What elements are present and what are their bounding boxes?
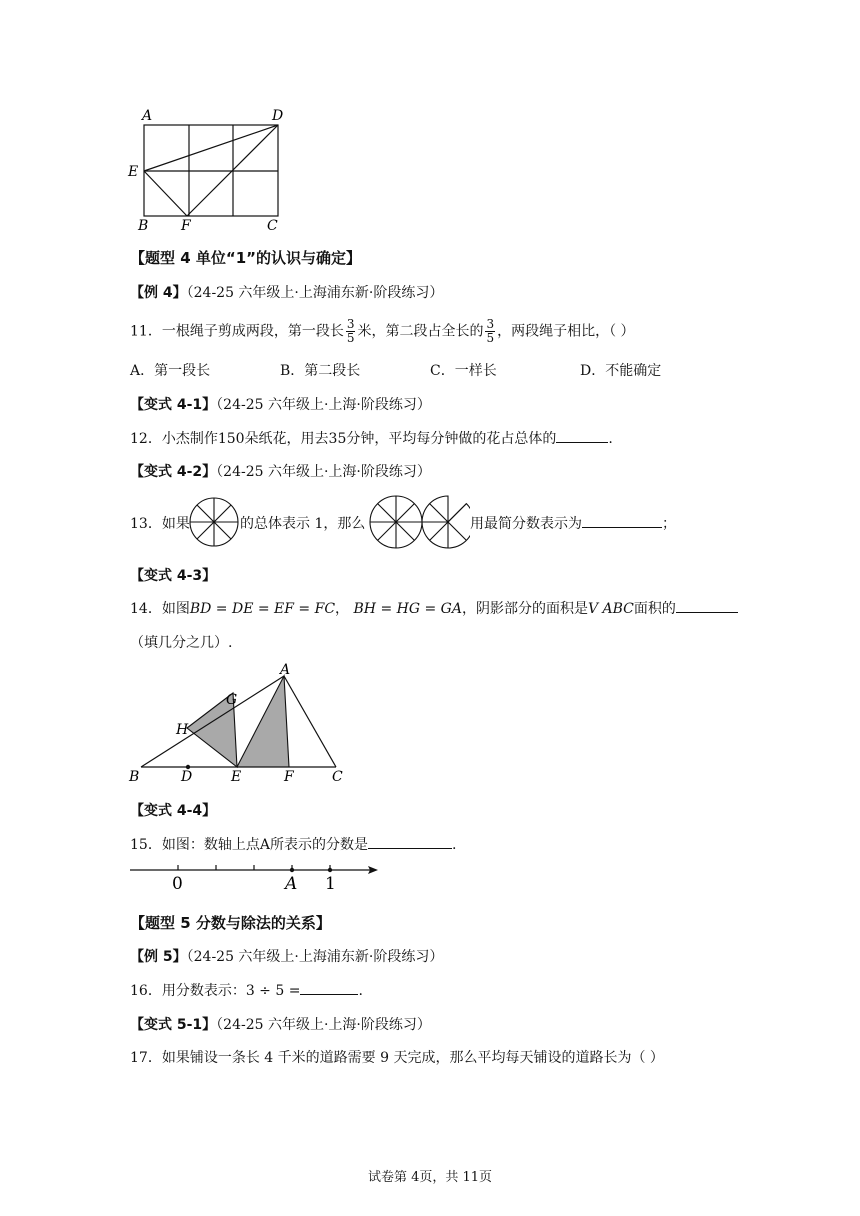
variant-5-1-source: （24-25 六年级上·上海·阶段练习） bbox=[216, 1017, 431, 1033]
example-5-tag bbox=[130, 946, 443, 966]
q11-fraction-1 bbox=[346, 318, 356, 345]
q11-text-b: 米，第二段占全长的 bbox=[357, 323, 484, 340]
q11-option-c: C．一样长 bbox=[430, 363, 497, 379]
q11-option-a: A．第一段长 bbox=[130, 363, 211, 379]
tri-label-c: C bbox=[332, 769, 343, 785]
q15-end: . bbox=[451, 837, 457, 853]
variant-5-1-tag bbox=[130, 1014, 431, 1034]
q16-answer-blank[interactable] bbox=[300, 980, 358, 995]
numline-label-zero: 0 bbox=[172, 874, 183, 894]
numline-label-one: 1 bbox=[325, 874, 336, 894]
q13-circle-whole bbox=[188, 496, 240, 548]
q14-answer-blank[interactable] bbox=[676, 598, 738, 613]
question-17 bbox=[130, 1047, 664, 1067]
example-4-source: （24-25 六年级上·上海浦东新·阶段练习） bbox=[186, 285, 444, 301]
q11-frac2-num: 3 bbox=[486, 317, 495, 331]
label-f: F bbox=[181, 218, 191, 234]
q11-number: 11． bbox=[130, 323, 162, 340]
q15-number: 15． bbox=[130, 837, 162, 853]
section-4-title: 【题型 4 单位“1”的认识与确定】 bbox=[130, 249, 362, 267]
q16-number: 16． bbox=[130, 983, 162, 999]
q16-expression: 3 ÷ 5 = bbox=[245, 983, 301, 999]
q13-circles-part bbox=[368, 492, 470, 550]
variant-4-2-label: 【变式 4-2】 bbox=[130, 464, 217, 480]
question-16 bbox=[130, 980, 363, 1000]
q11-option-b: B．第二段长 bbox=[280, 363, 361, 379]
q12-answer-blank[interactable] bbox=[556, 428, 608, 443]
triangle-figure bbox=[126, 660, 356, 785]
q13-text-b: 的总体表示 1，那么 bbox=[240, 516, 366, 532]
q11-fraction-2 bbox=[485, 318, 495, 345]
example-5-source: （24-25 六年级上·上海浦东新·阶段练习） bbox=[186, 949, 444, 965]
example-4-label: 【例 4】 bbox=[130, 285, 187, 301]
variant-4-1-label: 【变式 4-1】 bbox=[130, 397, 217, 413]
label-a: A bbox=[142, 108, 153, 124]
q13-answer-blank[interactable] bbox=[582, 513, 662, 528]
tri-label-d: D bbox=[181, 769, 193, 785]
q15-text: 如图：数轴上点A所表示的分数是 bbox=[161, 837, 368, 853]
q14-text-a: 如图 bbox=[161, 601, 190, 617]
q11-text-c: ，两段绳子相比，（ ） bbox=[497, 323, 635, 340]
q14-separator: ， bbox=[335, 601, 350, 617]
q14-number: 14． bbox=[130, 601, 162, 617]
q11-option-d: D．不能确定 bbox=[580, 363, 662, 379]
label-b: B bbox=[138, 218, 149, 234]
q14-line-2: （填几分之几）. bbox=[130, 635, 233, 651]
variant-5-1-label: 【变式 5-1】 bbox=[130, 1017, 217, 1033]
q13-text-c: 用最简分数表示为 bbox=[470, 516, 582, 532]
q11-frac1-den: 5 bbox=[346, 331, 355, 345]
tri-label-f: F bbox=[284, 769, 294, 785]
label-d: D bbox=[272, 108, 284, 124]
tri-label-a: A bbox=[280, 662, 291, 678]
example-4-tag bbox=[130, 282, 443, 302]
q14-text-b: ，阴影部分的面积是 bbox=[461, 601, 588, 617]
variant-4-3-label: 【变式 4-3】 bbox=[130, 568, 217, 584]
example-5-label: 【例 5】 bbox=[130, 949, 187, 965]
q17-number: 17． bbox=[130, 1050, 162, 1066]
q14-triangle: V ABC bbox=[587, 601, 634, 617]
q12-end: . bbox=[608, 431, 613, 447]
variant-4-1-tag bbox=[130, 394, 431, 414]
grid-figure bbox=[126, 105, 296, 235]
q14-text-c: 面积的 bbox=[633, 601, 676, 617]
tri-label-h: H bbox=[176, 722, 189, 738]
q13-end: ； bbox=[662, 516, 676, 532]
page-footer: 试卷第 4页，共 11页 bbox=[367, 1170, 493, 1185]
variant-4-4-label: 【变式 4-4】 bbox=[130, 803, 217, 819]
question-15 bbox=[130, 834, 456, 854]
q15-answer-blank[interactable] bbox=[368, 834, 452, 849]
number-line bbox=[126, 856, 386, 896]
variant-4-2-source: （24-25 六年级上·上海·阶段练习） bbox=[216, 464, 431, 480]
variant-4-2-tag bbox=[130, 461, 431, 481]
q16-end: . bbox=[358, 983, 363, 999]
label-e: E bbox=[128, 164, 139, 180]
question-12 bbox=[130, 428, 613, 448]
q14-equation-2: BH = HG = GA bbox=[353, 601, 462, 617]
question-14 bbox=[130, 598, 738, 618]
tri-label-b: B bbox=[129, 769, 140, 785]
q14-equation-1: BD = DE = EF = FC bbox=[189, 601, 336, 617]
variant-4-3-tag bbox=[130, 565, 216, 585]
q12-number: 12． bbox=[130, 431, 162, 447]
tri-label-e: E bbox=[231, 769, 242, 785]
question-11 bbox=[130, 318, 635, 345]
q11-frac2-den: 5 bbox=[486, 331, 495, 345]
variant-4-4-tag bbox=[130, 800, 216, 820]
q13-tail bbox=[470, 513, 676, 533]
q13-lead bbox=[130, 513, 190, 533]
q16-text: 用分数表示： bbox=[161, 983, 246, 999]
numline-label-a: A bbox=[285, 874, 298, 894]
q13-number: 13． bbox=[130, 516, 162, 532]
q13-text-a: 如果 bbox=[161, 516, 190, 532]
label-c: C bbox=[267, 218, 278, 234]
tri-label-g: G bbox=[226, 692, 238, 708]
variant-4-1-source: （24-25 六年级上·上海·阶段练习） bbox=[216, 397, 431, 413]
q17-text: 如果铺设一条长 4 千米的道路需要 9 天完成，那么平均每天铺设的道路长为（ ） bbox=[161, 1050, 664, 1066]
q11-text-a: 一根绳子剪成两段，第一段长 bbox=[161, 323, 344, 340]
section-5-title: 【题型 5 分数与除法的关系】 bbox=[130, 914, 331, 932]
q11-frac1-num: 3 bbox=[346, 317, 355, 331]
q12-text: 小杰制作150朵纸花，用去35分钟，平均每分钟做的花占总体的 bbox=[161, 431, 557, 447]
